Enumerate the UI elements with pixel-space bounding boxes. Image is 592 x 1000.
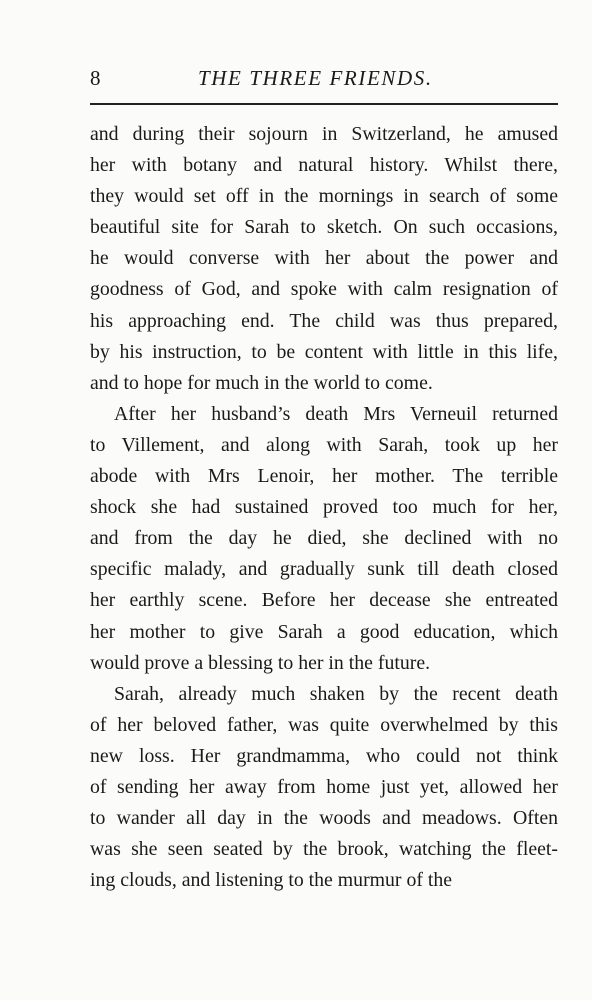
text-line: they would set off in the mornings in search of some — [90, 185, 558, 208]
running-head — [90, 66, 558, 96]
paragraph — [90, 399, 558, 679]
text-line: shock she had sustained proved too much for her, — [90, 496, 558, 519]
text-line: her earthly scene. Before her decease she entreated — [90, 589, 558, 612]
text-line: abode with Mrs Lenoir, her mother. The terrible — [90, 465, 558, 488]
text-line: of sending her away from home just yet, allowed her — [90, 775, 558, 798]
page-number: 8 — [90, 66, 101, 90]
paragraph — [90, 119, 558, 399]
text-line: ing clouds, and listening to the murmur of the — [90, 869, 453, 892]
header-rule — [90, 103, 558, 105]
text-line: to Villement, and along with Sarah, took up her — [90, 433, 558, 456]
text-line: goodness of God, and spoke with calm resignation of — [90, 278, 558, 301]
text-line: would prove a blessing to her in the future. — [90, 651, 431, 674]
text-line: and during their sojourn in Switzerland, he amused — [90, 123, 558, 145]
text-line: by his instruction, to be content with little in this life, — [90, 340, 558, 363]
text-line: to wander all day in the woods and meadows. Often — [90, 807, 558, 830]
text-line: specific malady, and gradually sunk till death closed — [90, 558, 558, 581]
text-line: his approaching end. The child was thus prepared, — [90, 309, 558, 332]
text-line: beautiful site for Sarah to sketch. On such occasions, — [90, 216, 558, 239]
text-line: and to hope for much in the world to come. — [90, 371, 433, 394]
text-line: was she seen seated by the brook, watching the fleet- — [90, 838, 558, 861]
paragraph — [90, 679, 558, 897]
text-line: he would converse with her about the power and — [90, 247, 558, 270]
text-line: her with botany and natural history. Whilst there, — [90, 154, 558, 177]
body-text — [90, 119, 558, 896]
text-line: of her beloved father, was quite overwhelmed by this — [90, 713, 558, 736]
text-line: and from the day he died, she declined with no — [90, 527, 558, 550]
text-line: new loss. Her grandmamma, who could not think — [90, 744, 558, 767]
text-line: Sarah, already much shaken by the recent death — [114, 682, 558, 705]
text-line: After her husband’s death Mrs Verneuil returned — [114, 402, 558, 425]
running-title: THE THREE FRIENDS. — [198, 66, 433, 90]
text-line: her mother to give Sarah a good education, which — [90, 620, 558, 643]
